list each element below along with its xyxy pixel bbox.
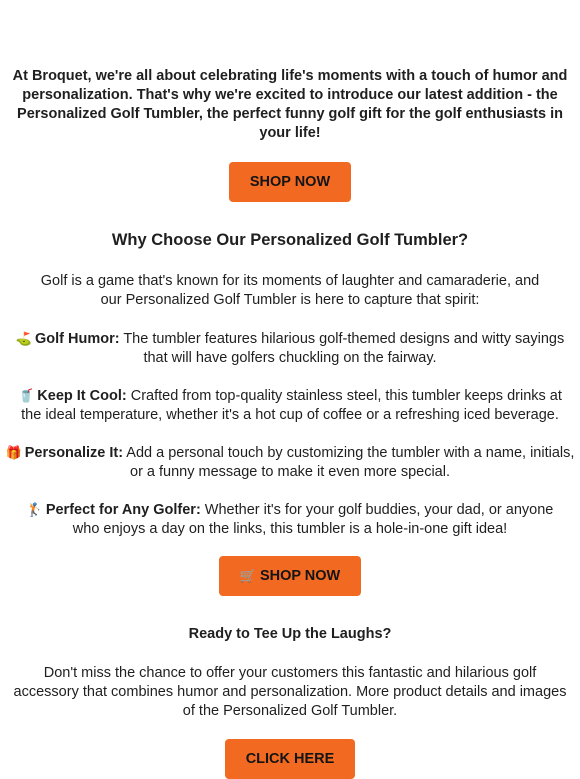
section-heading: Why Choose Our Personalized Golf Tumbler? [111, 231, 469, 249]
feature-personalize-it [5, 443, 575, 482]
intro-paragraph: At Broquet, we're all about celebrating life's moments with a touch of humor and personalization. That's why we're excited to introduce our latest addition - the Personalized Golf Tumbler, the perfect funny golf gift for the golf enthusiasts in your life! [12, 68, 568, 141]
shopping-cart-icon: 🛒 [239, 568, 256, 583]
feature-label: Golf Humor: [34, 331, 120, 347]
feature-text: Whether it's for your golf buddies, your dad, or anyone who enjoys a day on the links, this tumbler is a hole-in-one gift idea! [72, 502, 554, 537]
closing-paragraph: Don't miss the chance to offer your customers this fantastic and hilarious golf accessory that combines humor and personalization. More product details and images of the Personalized Golf Tumbler. [13, 665, 567, 719]
flag-in-hole-icon: ⛳ [15, 331, 32, 346]
feature-perfect-for-any-golfer [20, 500, 560, 539]
feature-text: Add a personal touch by customizing the tumbler with a name, initials, or a funny message to make it even more special. [123, 445, 575, 480]
button-label: SHOP NOW [259, 568, 341, 584]
click-here-button[interactable]: CLICK HERE [225, 739, 355, 779]
feature-text: Crafted from top-quality stainless steel, this tumbler keeps drinks at the ideal temperature, whether it's a hot cup of coffee or a refreshing iced beverage. [21, 388, 562, 423]
feature-keep-it-cool [10, 386, 570, 425]
feature-label: Keep It Cool: [37, 388, 127, 404]
feature-text: The tumbler features hilarious golf-themed designs and witty sayings that will have golfers chuckling on the fairway. [119, 331, 565, 366]
ready-subheading: Ready to Tee Up the Laughs? [188, 626, 392, 642]
feature-golf-humor [10, 329, 570, 368]
feature-label: Perfect for Any Golfer: [45, 502, 201, 518]
gift-icon: 🎁 [5, 445, 22, 460]
shop-now-cart-button[interactable] [219, 556, 361, 596]
cup-with-straw-icon: 🥤 [18, 388, 35, 403]
feature-label: Personalize It: [24, 445, 124, 461]
golfer-icon: 🏌 [26, 502, 43, 517]
lead-paragraph: Golf is a game that's known for its moments of laughter and camaraderie, and our Personalized Golf Tumbler is here to capture that spirit: [40, 273, 540, 308]
shop-now-button[interactable]: SHOP NOW [229, 162, 351, 202]
